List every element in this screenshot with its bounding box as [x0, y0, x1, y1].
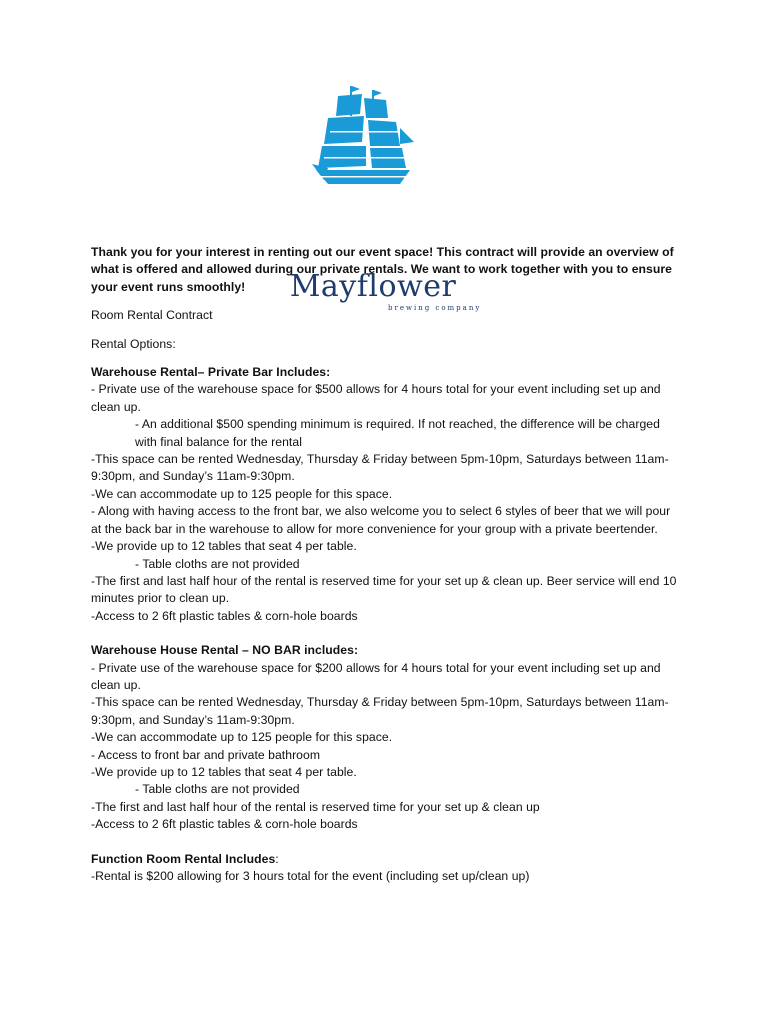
list-item: -We provide up to 12 tables that seat 4 per table.	[91, 764, 357, 779]
list-item: - Along with having access to the front bar, we also welcome you to select 6 styles of beer that we will pour at the back bar in the warehouse to allow for more convenience for your group with a private beertender.	[91, 504, 671, 536]
warehouse-private-bar-section	[91, 364, 681, 625]
rental-options-heading: Rental Options:	[91, 336, 176, 351]
brand-wordmark: Mayflower	[289, 269, 457, 304]
list-item: -This space can be rented Wednesday, Thursday & Friday between 5pm-10pm, Saturdays between 11am-9:30pm, and Sunday’s 11am-9:30pm.	[91, 695, 669, 727]
contract-title: Room Rental Contract	[91, 308, 213, 323]
intro-paragraph: Thank you for your interest in renting out our event space! This contract will provide an overview of what is offered and allowed during our private rentals. We want to work together with you to ensure your event runs smoothly!	[91, 245, 674, 294]
list-item: -We can accommodate up to 125 people for this space.	[91, 730, 393, 745]
function-room-heading: Function Room Rental Includes	[91, 851, 276, 866]
function-room-section	[91, 851, 681, 886]
brand-logo	[288, 84, 482, 312]
heading-colon: :	[275, 851, 279, 866]
list-item: -Access to 2 6ft plastic tables & corn-hole boards	[91, 817, 358, 832]
list-item: - Table cloths are not provided	[135, 556, 300, 571]
list-item: -We provide up to 12 tables that seat 4 per table.	[91, 539, 357, 554]
ship-icon	[288, 84, 458, 194]
list-item: -The first and last half hour of the rental is reserved time for your set up & clean up	[91, 799, 540, 814]
list-item: - Table cloths are not provided	[135, 782, 300, 797]
brand-tagline: brewing company	[388, 304, 482, 312]
list-item: -This space can be rented Wednesday, Thursday & Friday between 5pm-10pm, Saturdays between 11am-9:30pm, and Sunday’s 11am-9:30pm.	[91, 452, 669, 484]
list-item: - Private use of the warehouse space for $200 allows for 4 hours total for your event including set up and clean up.	[91, 660, 661, 692]
list-item: -We can accommodate up to 125 people for this space.	[91, 486, 393, 501]
list-item: - Private use of the warehouse space for $500 allows for 4 hours total for your event including set up and clean up.	[91, 382, 661, 414]
list-item: - Access to front bar and private bathroom	[91, 747, 321, 762]
list-item: -Rental is $200 allowing for 3 hours total for the event (including set up/clean up)	[91, 869, 530, 883]
list-item: -The first and last half hour of the rental is reserved time for your set up & clean up. Beer service will end 10 minutes prior to clean up.	[91, 573, 677, 606]
warehouse-no-bar-section	[91, 642, 681, 833]
section-heading: Warehouse House Rental – NO BAR includes:	[91, 643, 359, 658]
section-heading: Warehouse Rental– Private Bar Includes:	[91, 365, 331, 380]
contract-body	[91, 244, 681, 885]
list-item: -Access to 2 6ft plastic tables & corn-hole boards	[91, 608, 358, 623]
section-heading	[91, 851, 681, 868]
list-item: - An additional $500 spending minimum is required. If not reached, the difference will be charged with final balance for the rental	[135, 417, 660, 449]
